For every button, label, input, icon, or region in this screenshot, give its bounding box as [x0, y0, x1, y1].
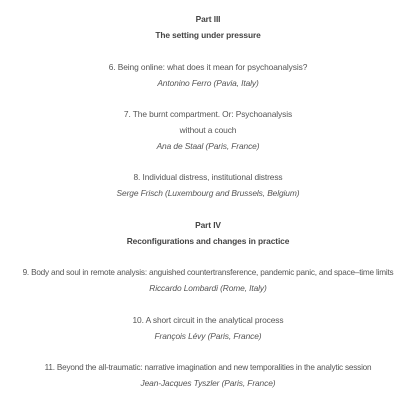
part-3-title: The setting under pressure	[155, 30, 261, 40]
chapter-7-title-line-1: 7. The burnt compartment. Or: Psychoanalysis	[123, 109, 293, 119]
part-4-title: Reconfigurations and changes in practice	[126, 236, 290, 246]
chapter-9-author: Riccardo Lombardi (Rome, Italy)	[149, 283, 267, 293]
part-3-label: Part III	[195, 14, 221, 24]
chapter-11-author: Jean-Jacques Tyszler (Paris, France)	[140, 378, 276, 388]
chapter-7-title-line-2: without a couch	[179, 125, 237, 135]
chapter-8-author: Serge Frisch (Luxembourg and Brussels, Belgium)	[116, 188, 300, 198]
chapter-8-title: 8. Individual distress, institutional distress	[133, 172, 283, 182]
chapter-11-title: 11. Beyond the all-traumatic: narrative imagination and new temporalities in the analytic session	[44, 363, 372, 372]
chapter-10-author: François Lévy (Paris, France)	[154, 331, 262, 341]
chapter-6-title: 6. Being online: what does it mean for psychoanalysis?	[108, 62, 308, 72]
part-4-label: Part IV	[195, 220, 221, 230]
chapter-6-author: Antonino Ferro (Pavia, Italy)	[157, 78, 259, 88]
chapter-9-title: 9. Body and soul in remote analysis: anguished countertransference, pandemic panic, and space–time limits	[22, 268, 394, 277]
chapter-10-title: 10. A short circuit in the analytical process	[132, 315, 284, 325]
chapter-7-author: Ana de Staal (Paris, France)	[156, 141, 260, 151]
